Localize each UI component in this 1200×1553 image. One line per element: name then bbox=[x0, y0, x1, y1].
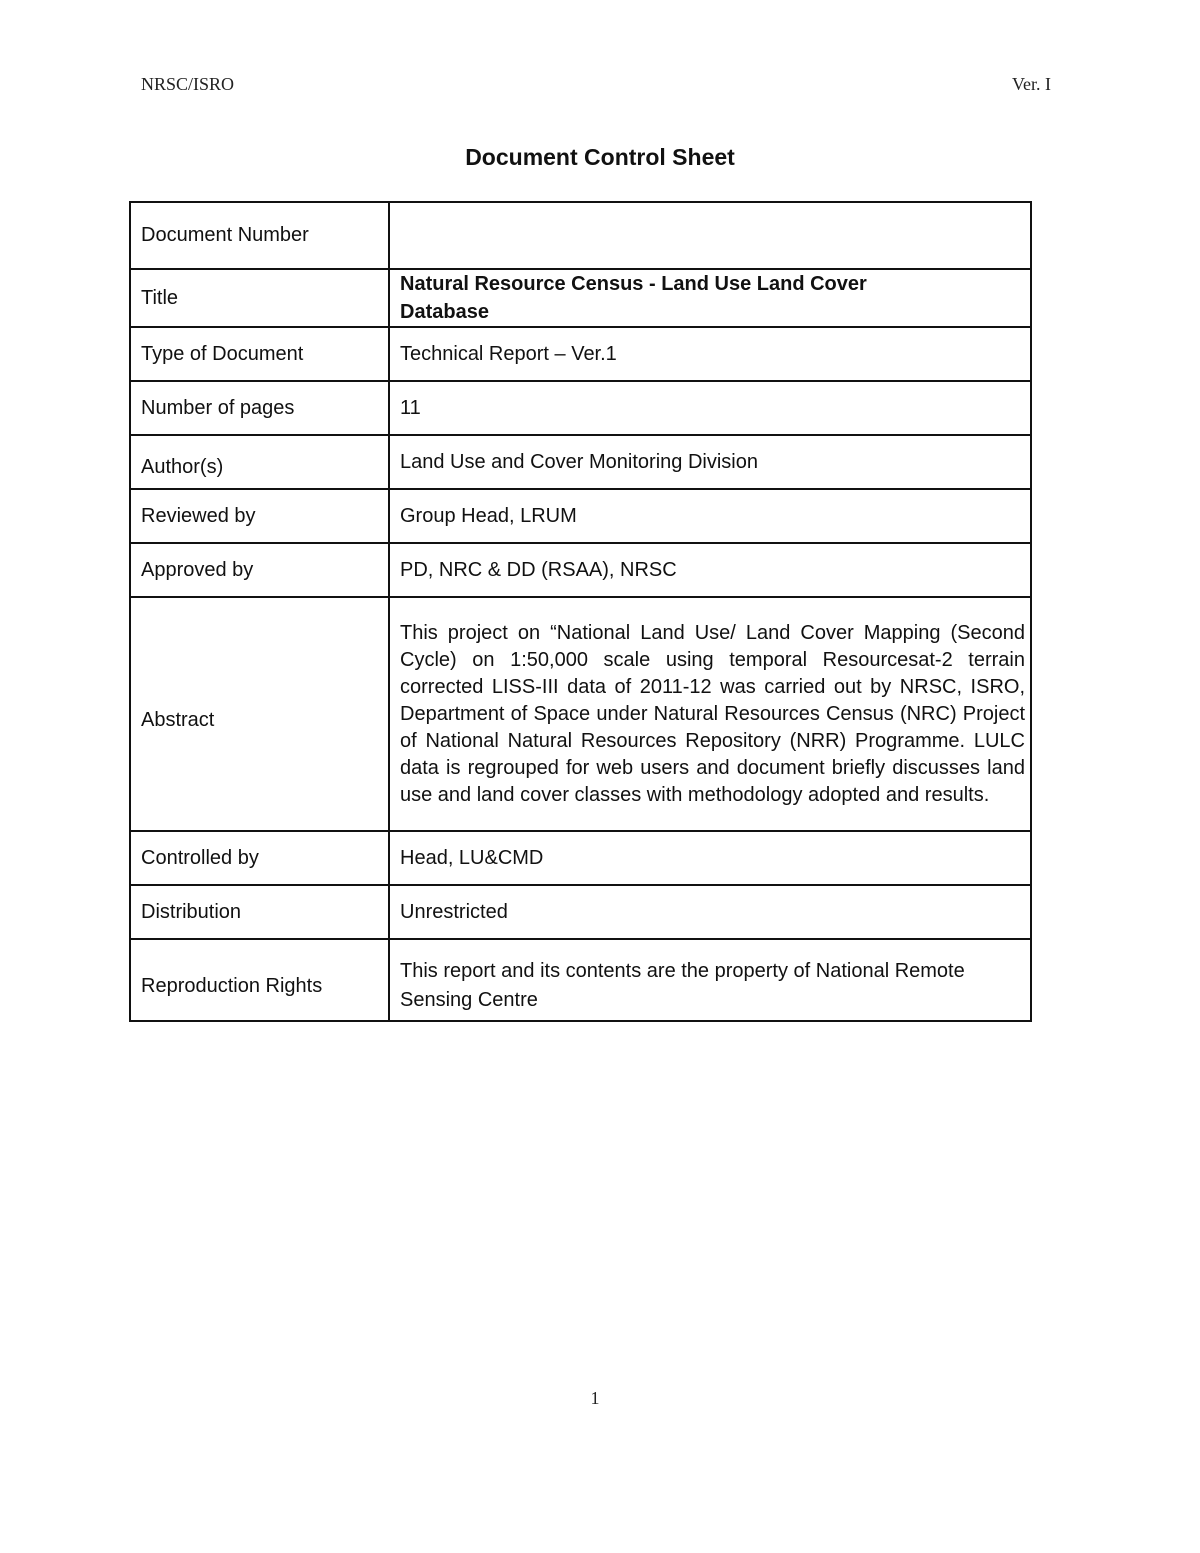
value-reviewed: Group Head, LRUM bbox=[389, 489, 1031, 543]
header-left-org: NRSC/ISRO bbox=[141, 74, 235, 94]
value-reproduction: This report and its contents are the property of National Remote Sensing Centre bbox=[389, 939, 1031, 1021]
label-approved: Approved by bbox=[130, 543, 389, 597]
label-reviewed: Reviewed by bbox=[130, 489, 389, 543]
value-pages: 11 bbox=[389, 381, 1031, 435]
label-reproduction: Reproduction Rights bbox=[130, 939, 389, 1021]
value-abstract: This project on “National Land Use/ Land Cover Mapping (Second Cycle) on 1:50,000 scale using temporal Resourcesat-2 terrain corrected LISS-III data of 2011-12 was carried out by NRSC, ISRO, Department of Space under Natural Resources Census (NRC) Project of National Natural Resources Repository (NRR) Programme. LULC data is regrouped for web users and document briefly discusses land use and land cover classes with methodology adopted and results. bbox=[389, 597, 1031, 831]
label-type: Type of Document bbox=[130, 327, 389, 381]
row-abstract bbox=[130, 597, 1031, 831]
value-approved: PD, NRC & DD (RSAA), NRSC bbox=[389, 543, 1031, 597]
row-document-number bbox=[130, 202, 1031, 269]
label-title: Title bbox=[130, 269, 389, 327]
row-authors bbox=[130, 435, 1031, 489]
label-distribution: Distribution bbox=[130, 885, 389, 939]
row-approved bbox=[130, 543, 1031, 597]
value-type: Technical Report – Ver.1 bbox=[389, 327, 1031, 381]
label-abstract: Abstract bbox=[130, 597, 389, 831]
value-title: Natural Resource Census - Land Use Land Cover Database bbox=[389, 269, 1031, 327]
page-number: 1 bbox=[590, 1388, 600, 1408]
value-distribution: Unrestricted bbox=[389, 885, 1031, 939]
row-reviewed bbox=[130, 489, 1031, 543]
row-pages bbox=[130, 381, 1031, 435]
value-controlled: Head, LU&CMD bbox=[389, 831, 1031, 885]
label-document-number: Document Number bbox=[130, 202, 389, 269]
value-authors: Land Use and Cover Monitoring Division bbox=[389, 435, 1031, 489]
label-authors: Author(s) bbox=[130, 435, 389, 489]
value-document-number bbox=[389, 202, 1031, 269]
page-title: Document Control Sheet bbox=[465, 144, 735, 170]
row-reproduction bbox=[130, 939, 1031, 1021]
header-right-version: Ver. I bbox=[1012, 74, 1051, 94]
document-control-table bbox=[129, 201, 1032, 1022]
label-controlled: Controlled by bbox=[130, 831, 389, 885]
row-controlled bbox=[130, 831, 1031, 885]
row-type bbox=[130, 327, 1031, 381]
row-distribution bbox=[130, 885, 1031, 939]
row-title bbox=[130, 269, 1031, 327]
label-pages: Number of pages bbox=[130, 381, 389, 435]
